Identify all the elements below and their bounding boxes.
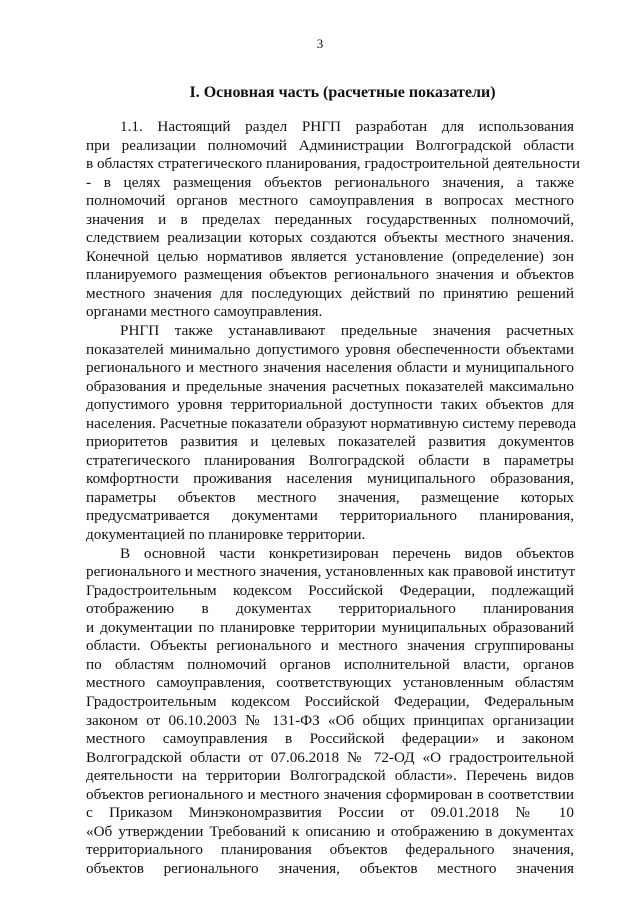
text-line: регионального и местного значения населения области и муниципального xyxy=(86,359,574,377)
text-line: местного самоуправления в Российской федерации» и законом xyxy=(86,730,574,748)
text-line: «Об утверждении Требований к описанию и отображению в документах xyxy=(86,822,574,840)
text-line: показателей минимально допустимого уровня обеспеченности объектами xyxy=(86,340,574,358)
text-line: - в целях размещения объектов регионального значения, а также xyxy=(86,173,574,191)
text-line: 1.1. Настоящий раздел РНГП разработан для использования xyxy=(120,118,574,135)
text-line: полномочий органов местного самоуправления в вопросах местного xyxy=(86,192,574,210)
paragraph-3 xyxy=(86,545,574,879)
text-line: деятельности на территории Волгоградской области». Перечень видов xyxy=(86,767,574,785)
text-line: области. Объекты регионального и местного значения сгруппированы xyxy=(86,637,574,655)
text-line: регионального и местного значения, установленных как правовой институт xyxy=(86,563,576,581)
text-line: Конечной целью нормативов является установление (определение) зон xyxy=(86,247,574,265)
paragraph-2 xyxy=(86,322,577,545)
text-line: РНГП также устанавливают предельные значения расчетных xyxy=(120,322,574,340)
text-line: Волгоградской области от 07.06.2018 № 72-ОД «О градостроительной xyxy=(86,748,574,766)
text-line: объектов регионального и местного значения сформирован в соответствии xyxy=(86,785,574,803)
text-line: приоритетов развития и целевых показателей развития документов xyxy=(86,433,574,451)
text-line: с Приказом Минэкономразвития России от 09.01.2018 № 10 xyxy=(86,804,574,822)
text-line: при реализации полномочий Администрации Волгоградской области xyxy=(86,136,574,154)
text-line: предусматривается документами территориального планирования, xyxy=(86,507,574,525)
document-body xyxy=(86,118,581,878)
text-line: допустимого уровня территориальной доступности таких объектов для xyxy=(86,396,574,414)
text-line: следствием реализации которых создаются объекты местного значения. xyxy=(86,229,574,247)
text-line: и документации по планировке территории муниципальных образований xyxy=(86,618,574,636)
text-line: параметры объектов местного значения, размещение которых xyxy=(86,488,574,506)
text-line: Градостроительным кодексом Российской Федерации, подлежащий xyxy=(86,581,574,599)
text-line: комфортности проживания населения муниципального образования, xyxy=(86,470,574,488)
text-line: Градостроительным кодексом Российской Федерации, Федеральным xyxy=(86,692,574,710)
text-line: местного значения для последующих действий по принятию решений xyxy=(86,284,574,302)
text-line: отображению в документах территориального планирования xyxy=(86,600,574,618)
text-line: по областям полномочий органов исполнительной власти, органов xyxy=(86,655,574,673)
text-line: В основной части конкретизирован перечень видов объектов xyxy=(120,544,574,562)
text-line: законом от 06.10.2003 № 131-ФЗ «Об общих принципах организации xyxy=(86,711,574,729)
section-title: I. Основная часть (расчетные показатели) xyxy=(189,84,496,101)
text-line: документацией по планировке территории. xyxy=(86,526,366,544)
text-line: местного самоуправления, соответствующих установленным областям xyxy=(86,674,574,692)
page-number: 3 xyxy=(316,36,324,51)
text-line: органами местного самоуправления. xyxy=(86,303,323,321)
text-line: стратегического планирования Волгоградской области в параметры xyxy=(86,451,574,469)
text-line: образования и предельные значения расчетных показателей максимально xyxy=(86,377,574,395)
text-line: планируемого размещения объектов регионального значения и объектов xyxy=(86,266,574,284)
text-line: в областях стратегического планирования, градостроительной деятельности xyxy=(86,155,581,173)
text-line: значения и в пределах переданных государственных полномочий, xyxy=(86,210,574,228)
text-line: населения. Расчетные показатели образуют нормативную систему перевода xyxy=(86,414,577,432)
paragraph-1 xyxy=(86,118,581,322)
text-line: объектов регионального значения, объектов местного значения xyxy=(86,859,574,877)
text-line: территориального планирования объектов федерального значения, xyxy=(86,841,574,859)
